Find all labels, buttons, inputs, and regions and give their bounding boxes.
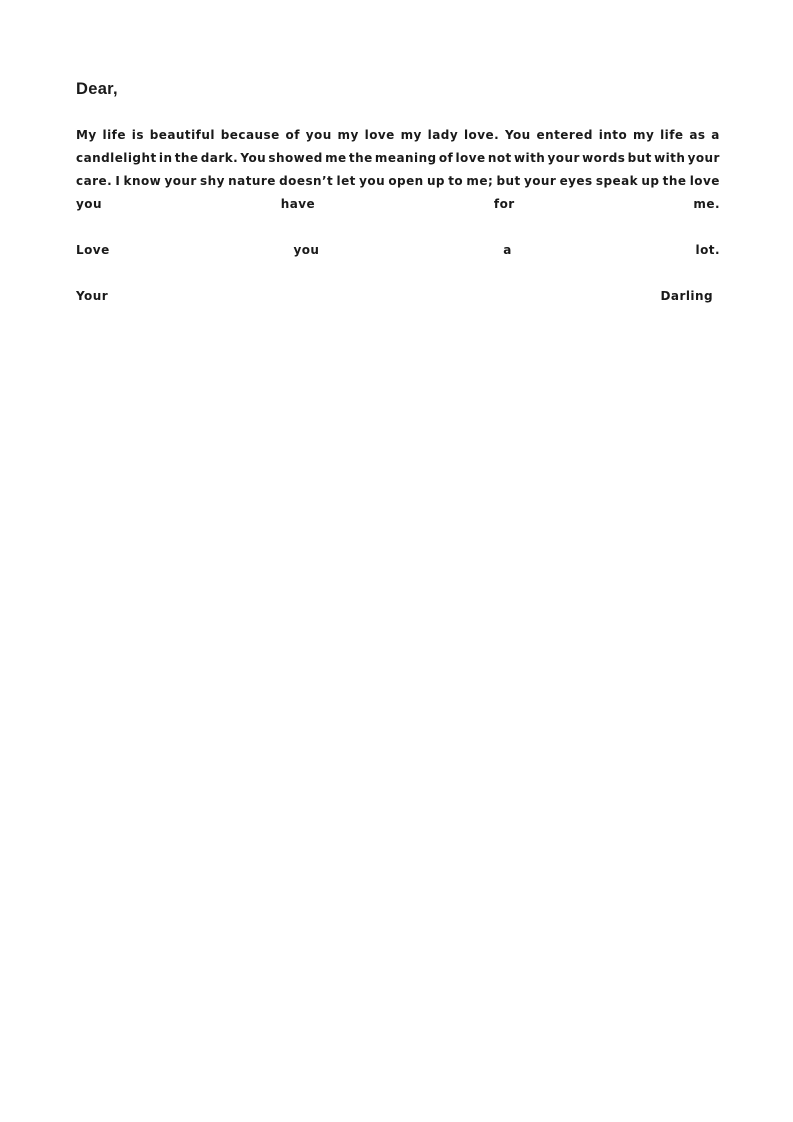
word: speak	[595, 174, 639, 188]
word: love.	[463, 128, 500, 142]
word: your	[164, 174, 197, 188]
word: in	[158, 151, 173, 165]
word: you	[293, 243, 320, 257]
word: you	[305, 128, 332, 142]
word: me;	[466, 174, 494, 188]
word: a	[503, 243, 512, 257]
word: You	[504, 128, 531, 142]
word: eyes	[559, 174, 593, 188]
word: love	[455, 151, 486, 165]
word: you	[76, 197, 102, 211]
word: as	[689, 128, 706, 142]
word: your	[687, 151, 720, 165]
word: life	[102, 128, 126, 142]
word: Love	[76, 243, 110, 257]
word: lot.	[695, 243, 720, 257]
word: but	[496, 174, 521, 188]
body-line	[76, 124, 720, 147]
word: nature	[228, 174, 276, 188]
word: into	[598, 128, 628, 142]
signature	[76, 285, 713, 308]
word: lady	[427, 128, 459, 142]
word: your	[523, 174, 557, 188]
word: a	[711, 128, 720, 142]
word: the	[174, 151, 199, 165]
word: have	[280, 197, 316, 211]
body-line	[76, 193, 720, 216]
word: Your	[76, 289, 109, 303]
word: me.	[693, 197, 720, 211]
word: because	[220, 128, 280, 142]
word: my	[337, 128, 359, 142]
word: of	[438, 151, 454, 165]
word: My	[76, 128, 97, 142]
word: with	[654, 151, 686, 165]
word: love	[364, 128, 395, 142]
word: meaning	[374, 151, 437, 165]
word: not	[487, 151, 512, 165]
word: is	[131, 128, 144, 142]
word: know	[123, 174, 162, 188]
word: for	[493, 197, 515, 211]
closing-line	[76, 239, 720, 262]
body-line	[76, 147, 720, 170]
word: shy	[200, 174, 225, 188]
letter-body	[76, 124, 720, 216]
word: your	[547, 151, 580, 165]
word: the	[662, 174, 687, 188]
word: my	[400, 128, 422, 142]
word: care.	[76, 174, 113, 188]
word: open	[388, 174, 424, 188]
letter	[76, 78, 720, 308]
word: words	[582, 151, 626, 165]
word: to	[448, 174, 464, 188]
word: up	[426, 174, 445, 188]
word: doesn’t	[279, 174, 334, 188]
word: You	[240, 151, 267, 165]
word: I	[115, 174, 121, 188]
word: up	[641, 174, 660, 188]
word: let	[336, 174, 356, 188]
word: dark.	[200, 151, 239, 165]
word: my	[633, 128, 655, 142]
word: life	[660, 128, 684, 142]
word: me	[325, 151, 347, 165]
word: of	[285, 128, 300, 142]
word: you	[359, 174, 386, 188]
word: but	[627, 151, 652, 165]
word: candlelight	[76, 151, 157, 165]
word: Darling	[660, 289, 713, 303]
word: entered	[536, 128, 593, 142]
body-line	[76, 170, 720, 193]
word: beautiful	[149, 128, 215, 142]
word: the	[348, 151, 373, 165]
word: with	[513, 151, 546, 165]
word: love	[689, 174, 720, 188]
word: showed	[268, 151, 323, 165]
greeting: Dear,	[76, 80, 118, 98]
